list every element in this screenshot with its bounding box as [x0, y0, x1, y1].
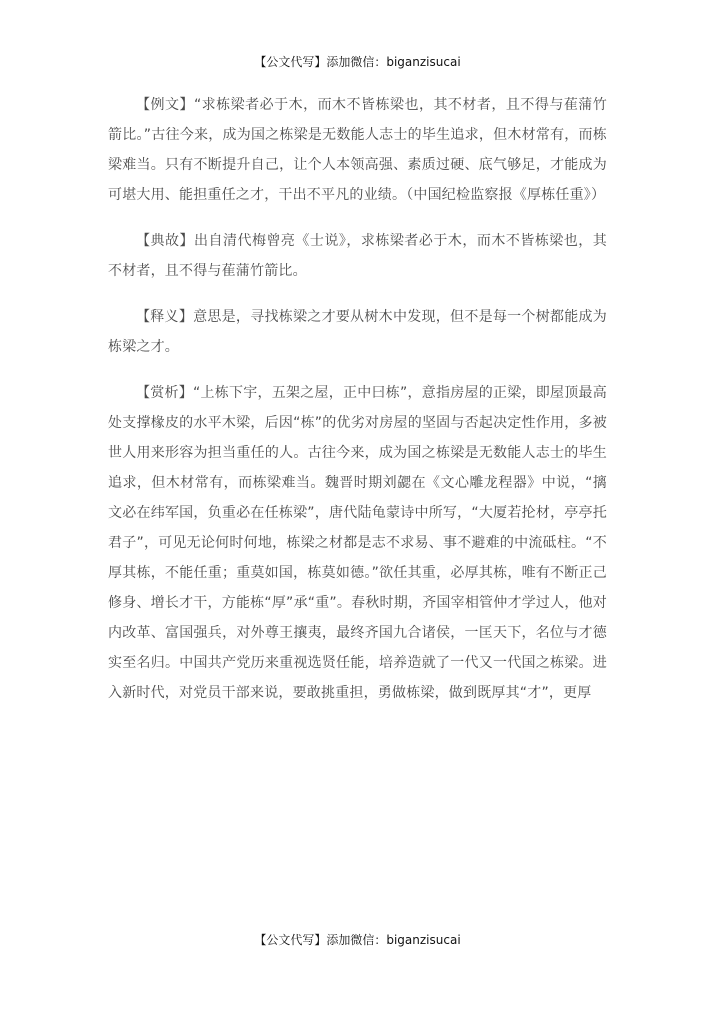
example-paragraph: 【例文】“求栋梁者必于木，而木不皆栋梁也，其不材者，且不得与萑蒲竹箭比。”古往今来，成为国之栋梁是无数能人志士的毕生追求，但木材常有，而栋梁难当。只有不断提升自己，让个人本领高强、素质过硬、底气够足，才能成为可堪大用、能担重任之才，干出不平凡的业绩。（中国纪检监察报《厚栋任重》）	[108, 97, 607, 203]
allusion-paragraph: 【典故】出自清代梅曾亮《士说》，求栋梁者必于木，而木不皆栋梁也，其不材者，且不得与萑蒲竹箭比。	[108, 233, 607, 279]
article-body	[108, 90, 607, 708]
page-header: 【公文代写】添加微信：biganzisucai	[254, 55, 461, 69]
page-footer: 【公文代写】添加微信：biganzisucai	[254, 933, 461, 947]
analysis-paragraph: 【赏析】“上栋下宇，五架之屋，正中曰栋”，意指房屋的正梁，即屋顶最高处支撑椽皮的水平木梁，后因“栋”的优劣对房屋的坚固与否起决定性作用，多被世人用来形容为担当重任的人。古往今来，成为国之栋梁是无数能人志士的毕生追求，但木材常有，而栋梁难当。魏晋时期刘勰在《文心雕龙程器》中说，“摛文必在纬军国，负重必在任栋梁”，唐代陆龟蒙诗中所写，“大厦若抡材，亭亭托君子”，可见无论何时何地，栋梁之材都是志不求易、事不避难的中流砥柱。“不厚其栋，不能任重；重莫如国，栋莫如德。”欲任其重，必厚其栋，唯有不断正己修身、增长才干，方能栋“厚”承“重”。春秋时期，齐国宰相管仲才学过人，他对内改革、富国强兵，对外尊王攘夷，最终齐国九合诸侯，一匡天下，名位与才德实至名归。中国共产党历来重视选贤任能，培养造就了一代又一代国之栋梁。进入新时代，对党员干部来说，要敢挑重担，勇做栋梁，做到既厚其“才”，更厚	[108, 385, 607, 701]
interpretation-paragraph: 【释义】意思是，寻找栋梁之才要从树木中发现，但不是每一个树都能成为栋梁之才。	[108, 309, 607, 355]
